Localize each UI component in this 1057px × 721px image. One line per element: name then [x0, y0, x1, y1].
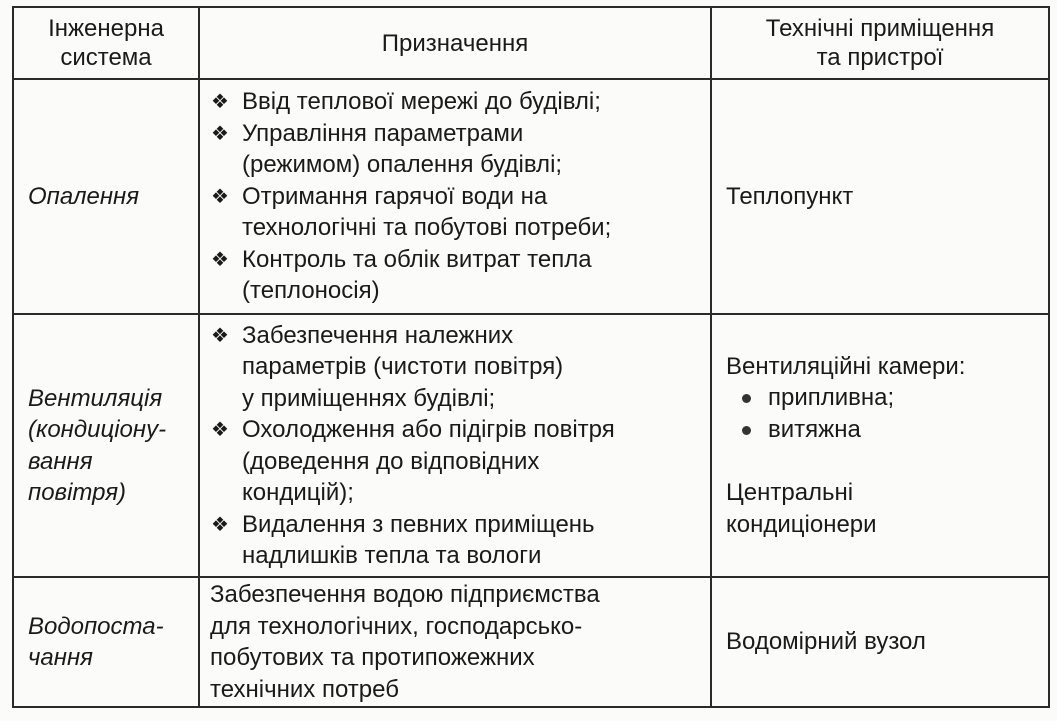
list-item-text: кондицій);: [242, 479, 354, 506]
list-item-text: (режимом) опалення будівлі;: [242, 151, 563, 179]
system-name: Вентиляція: [28, 384, 163, 412]
purpose-text: технічних потреб: [210, 675, 399, 703]
list-item-text: припливна;: [768, 384, 895, 412]
system-name: (кондиціону-: [28, 416, 167, 443]
diamond-bullet-icon: ❖: [211, 511, 229, 536]
table-row: [13, 314, 1049, 577]
list-item-text: Контроль та облік витрат тепла: [242, 245, 592, 273]
purpose-list: [200, 320, 710, 572]
header-system-line: система: [60, 44, 152, 71]
header-system: [13, 7, 199, 79]
devices-extra: кондиціонери: [726, 510, 877, 538]
purpose-text: побутових та протипожежних: [210, 644, 535, 671]
purpose-text: Забезпечення водою підприємства: [210, 581, 600, 608]
list-item-text: Ввід теплової мережі до будівлі;: [242, 88, 601, 116]
diamond-bullet-icon: ❖: [211, 89, 229, 114]
list-item: [206, 414, 710, 509]
system-name: чання: [28, 644, 94, 671]
list-item: [206, 320, 710, 415]
spacer: [726, 445, 1048, 477]
list-item-text: надлишків тепла та вологи: [242, 542, 542, 569]
dot-bullet-icon: [742, 426, 751, 435]
engineering-systems-table: [12, 6, 1050, 708]
system-name: Водопоста-: [28, 612, 164, 640]
diamond-bullet-icon: ❖: [211, 183, 229, 208]
list-item-text: (доведення до відповідних: [242, 447, 540, 475]
system-name: повітря): [28, 479, 127, 506]
list-item: [206, 86, 710, 118]
list-item-text: Управління параметрами: [242, 119, 524, 147]
list-item: [740, 414, 1048, 446]
list-item-text: Видалення з певних приміщень: [242, 510, 595, 538]
header-system-line: Інженерна: [48, 15, 164, 42]
list-item-text: витяжна: [768, 415, 861, 443]
table-header-row: [13, 7, 1049, 79]
header-devices-line: та пристрої: [816, 44, 944, 71]
list-item: [740, 382, 1048, 414]
devices-extra: Центральні: [726, 479, 854, 507]
purpose-cell: [199, 314, 711, 577]
list-item: [206, 244, 710, 307]
devices-list: [726, 382, 1048, 445]
purpose-text: для технологічних, господарсько-: [210, 612, 583, 640]
list-item-text: (теплоносія): [242, 277, 380, 305]
list-item-text: Отримання гарячої води на: [242, 182, 548, 210]
table-row: [13, 79, 1049, 314]
system-name-cell: [13, 314, 199, 577]
dot-bullet-icon: [742, 394, 751, 403]
list-item-text: Охолодження або підігрів повітря: [242, 416, 615, 443]
header-devices: [711, 7, 1049, 79]
list-item: [206, 118, 710, 181]
devices-cell: [711, 314, 1049, 577]
list-item-text: параметрів (чистоти повітря): [242, 353, 564, 380]
list-item-text: технологічні та побутові потреби;: [242, 214, 612, 242]
devices-title: Вентиляційні камери:: [726, 352, 966, 380]
devices-cell: Теплопункт: [711, 79, 1049, 314]
list-item-text: у приміщеннях будівлі;: [242, 384, 496, 412]
table-row: [13, 577, 1049, 707]
diamond-bullet-icon: ❖: [211, 322, 229, 347]
diamond-bullet-icon: ❖: [211, 120, 229, 145]
list-item-text: Забезпечення належних: [242, 321, 514, 349]
list-item: [206, 181, 710, 244]
diamond-bullet-icon: ❖: [211, 246, 229, 271]
header-purpose: Призначення: [199, 7, 711, 79]
header-devices-line: Технічні приміщення: [765, 15, 995, 42]
system-name: Опалення: [28, 182, 140, 210]
diamond-bullet-icon: ❖: [211, 417, 229, 441]
system-name-cell: [13, 79, 199, 314]
purpose-cell: [199, 577, 711, 707]
purpose-list: [200, 86, 710, 307]
purpose-cell: [199, 79, 711, 314]
devices-cell: Водомірний вузол: [711, 577, 1049, 707]
system-name-cell: [13, 577, 199, 707]
list-item: [206, 509, 710, 572]
system-name: вання: [28, 447, 93, 475]
